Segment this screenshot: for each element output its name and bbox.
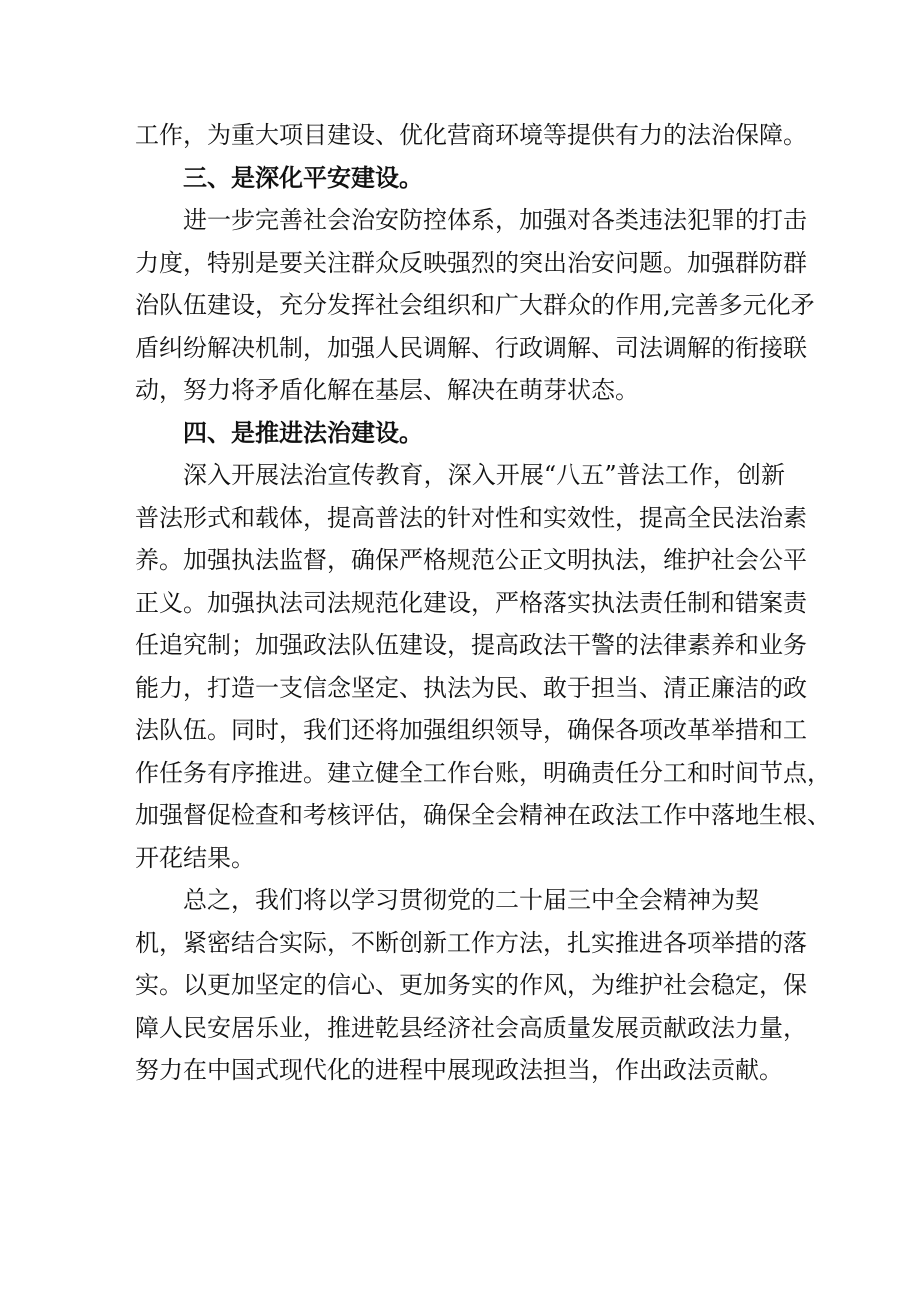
body-line: 治队伍建设，充分发挥社会组织和广大群众的作用,完善多元化矛 xyxy=(135,291,815,319)
body-line: 动，努力将矛盾化解在基层、解决在萌芽状态。 xyxy=(135,376,639,404)
body-line: 养。加强执法监督，确保严格规范公正文明执法，维护社会公平 xyxy=(135,546,807,574)
body-line: 开花结果。 xyxy=(135,843,255,872)
body-line: 法队伍。同时，我们还将加强组织领导，确保各项改革举措和工 xyxy=(135,716,807,744)
body-line: 实。以更加坚定的信心、更加务实的作风，为维护社会稳定，保 xyxy=(135,971,807,999)
body-line: 障人民安居乐业，推进乾县经济社会高质量发展贡献政法力量， xyxy=(135,1013,807,1042)
section-heading-four: 四、是推进法治建设。 xyxy=(183,417,423,447)
body-line: 能力，打造一支信念坚定、执法为民、敢于担当、清正廉洁的政 xyxy=(135,673,807,702)
body-line: 作任务有序推进。建立健全工作台账，明确责任分工和时间节点， xyxy=(135,758,831,787)
body-line: 任追究制；加强政法队伍建设，提高政法干警的法律素养和业务 xyxy=(135,631,807,659)
body-line: 机，紧密结合实际，不断创新工作方法，扎实推进各项举措的落 xyxy=(135,928,807,957)
body-line: 努力在中国式现代化的进程中展现政法担当，作出政法贡献。 xyxy=(135,1056,783,1084)
body-line: 进一步完善社会治安防控体系，加强对各类违法犯罪的打击 xyxy=(183,206,807,234)
section-heading-three: 三、是深化平安建设。 xyxy=(183,162,423,192)
body-line: 深入开展法治宣传教育，深入开展“八五”普法工作，创新 xyxy=(183,461,785,489)
body-line: 正义。加强执法司法规范化建设，严格落实执法责任制和错案责 xyxy=(135,588,807,617)
body-line: 工作，为重大项目建设、优化营商环境等提供有力的法治保障。 xyxy=(135,121,807,149)
body-line: 盾纠纷解决机制，加强人民调解、行政调解、司法调解的衔接联 xyxy=(135,333,807,362)
body-line: 力度，特别是要关注群众反映强烈的突出治安问题。加强群防群 xyxy=(135,248,807,277)
body-line: 加强督促检查和考核评估，确保全会精神在政法工作中落地生根、 xyxy=(135,801,831,829)
document-body xyxy=(135,114,831,1092)
body-line: 总之，我们将以学习贯彻党的二十届三中全会精神为契 xyxy=(183,886,759,914)
body-line: 普法形式和载体，提高普法的针对性和实效性，提高全民法治素 xyxy=(135,503,807,532)
